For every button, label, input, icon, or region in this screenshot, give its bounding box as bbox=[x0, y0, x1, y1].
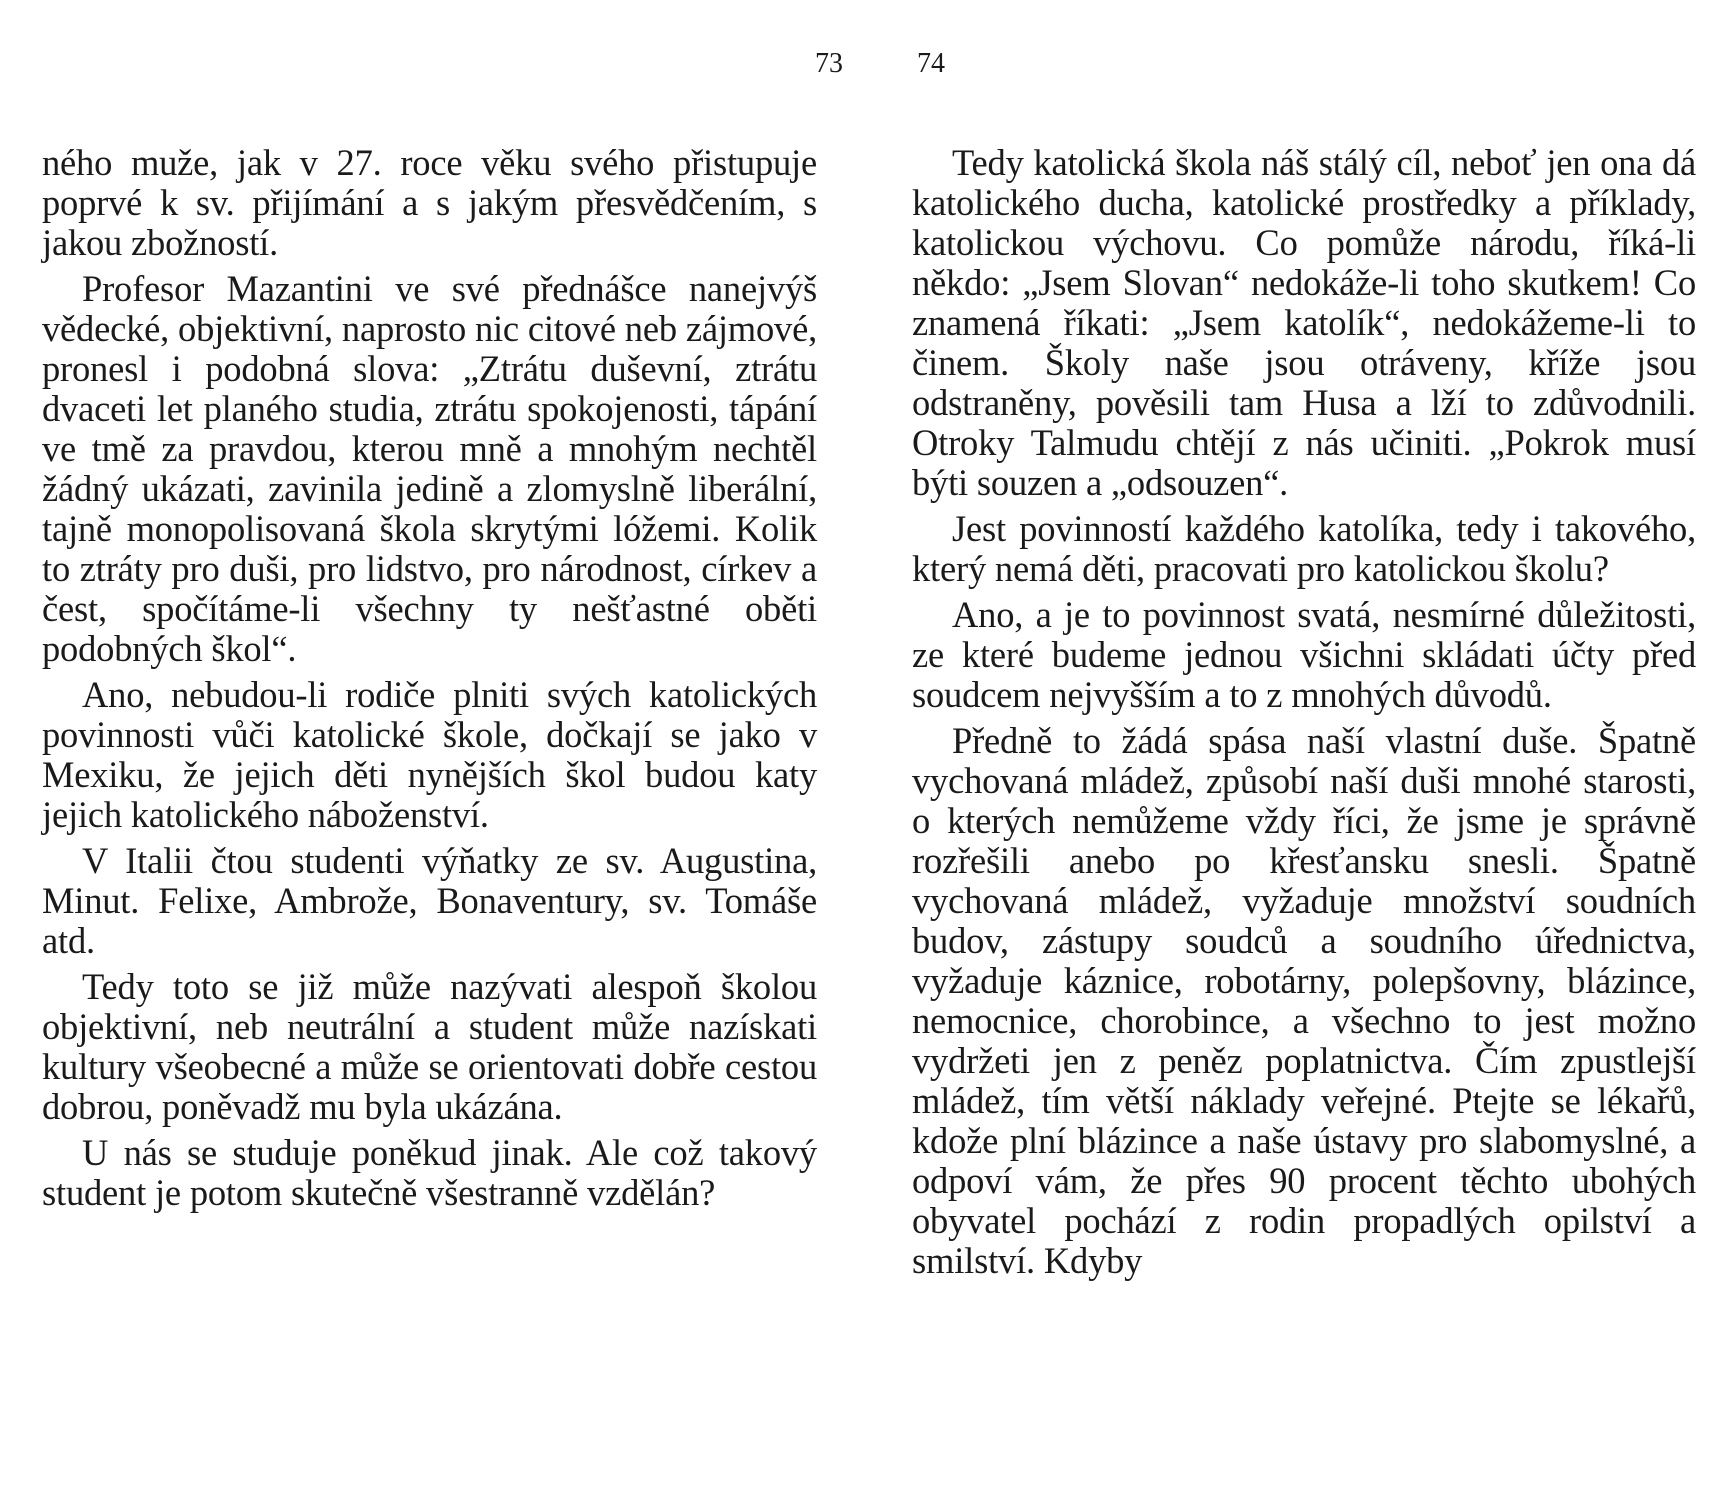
paragraph: ného muže, jak v 27. roce věku svého přistupuje poprvé k sv. přijímání a s jakým přesvědčením, s jakou zbožností. bbox=[42, 142, 817, 263]
paragraph: Ano, nebudou-li rodiče plniti svých katolických povinnosti vůči katolické škole, dočkají se jako v Mexiku, že jejich děti nynějších škol budou katy jejich katolického náboženství. bbox=[42, 674, 817, 835]
paragraph: Předně to žádá spása naší vlastní duše. Špatně vychovaná mládež, způsobí naší duši mnohé starosti, o kterých nemůžeme vždy říci, že jsme je správně rozřešili anebo po křesťansku snesli. Špatně vychovaná mládež, vyžaduje množství soudních budov, zástupy soudců a soudního úřednictva, vyžaduje káznice, robotárny, polepšovny, blázince, nemocnice, chorobince, a všechno to jest možno vydržeti jen z peněz poplatnictva. Čím zpustlejší mládež, tím větší náklady veřejné. Ptejte se lékařů, kdože plní blázince a naše ústavy pro slabomyslné, a odpoví vám, že přes 90 procent těchto ubohých obyvatel pochází z rodin propadlých opilství a smilství. Kdyby bbox=[912, 720, 1696, 1281]
right-page-text bbox=[912, 143, 1696, 1287]
paragraph: Profesor Mazantini ve své přednášce nanejvýš vědecké, objektivní, naprosto nic citové neb zájmové, pronesl i podobná slova: „Ztrátu duševní, ztrátu dvaceti let planého studia, ztrátu spokojenosti, tápání ve tmě za pravdou, kterou mně a mnohým nechtěl žádný ukázati, zavinila jedině a zlomyslně liberální, tajně monopolisovaná škola skrytými lóžemi. Kolik to ztráty pro duši, pro lidstvo, pro národnost, církev a čest, spočítáme-li všechny ty nešťastné oběti podobných škol“. bbox=[42, 268, 817, 669]
paragraph: Jest povinností každého katolíka, tedy i takového, který nemá děti, pracovati pro katolickou školu? bbox=[912, 508, 1696, 589]
page-number-right: 74 bbox=[917, 48, 945, 79]
paragraph: Tedy katolická škola náš stálý cíl, neboť jen ona dá katolického ducha, katolické prostředky a příklady, katolickou výchovu. Co pomůže národu, říká-li někdo: „Jsem Slovan“ nedokáže-li toho skutkem! Co znamená říkati: „Jsem katolík“, nedokážeme-li to činem. Školy naše jsou otráveny, kříže jsou odstraněny, pověsili tam Husa a lží to zdůvodnili. Otroky Talmudu chtějí z nás učiniti. „Pokrok musí býti souzen a „odsouzen“. bbox=[912, 142, 1696, 503]
paragraph: V Italii čtou studenti výňatky ze sv. Augustina, Minut. Felixe, Ambrože, Bonaventury, sv. Tomáše atd. bbox=[42, 840, 817, 961]
paragraph: Tedy toto se již může nazývati alespoň školou objektivní, neb neutrální a student může nazískati kultury všeobecné a může se orientovati dobře cestou dobrou, poněvadž mu byla ukázána. bbox=[42, 966, 817, 1127]
page-number-left: 73 bbox=[815, 48, 843, 79]
left-page-text bbox=[42, 143, 817, 1219]
paragraph: Ano, a je to povinnost svatá, nesmírné důležitosti, ze které budeme jednou všichni skládati účty před soudcem nejvyšším a to z mnohých důvodů. bbox=[912, 594, 1696, 715]
paragraph: U nás se studuje poněkud jinak. Ale což takový student je potom skutečně všestranně vzdělán? bbox=[42, 1132, 817, 1213]
